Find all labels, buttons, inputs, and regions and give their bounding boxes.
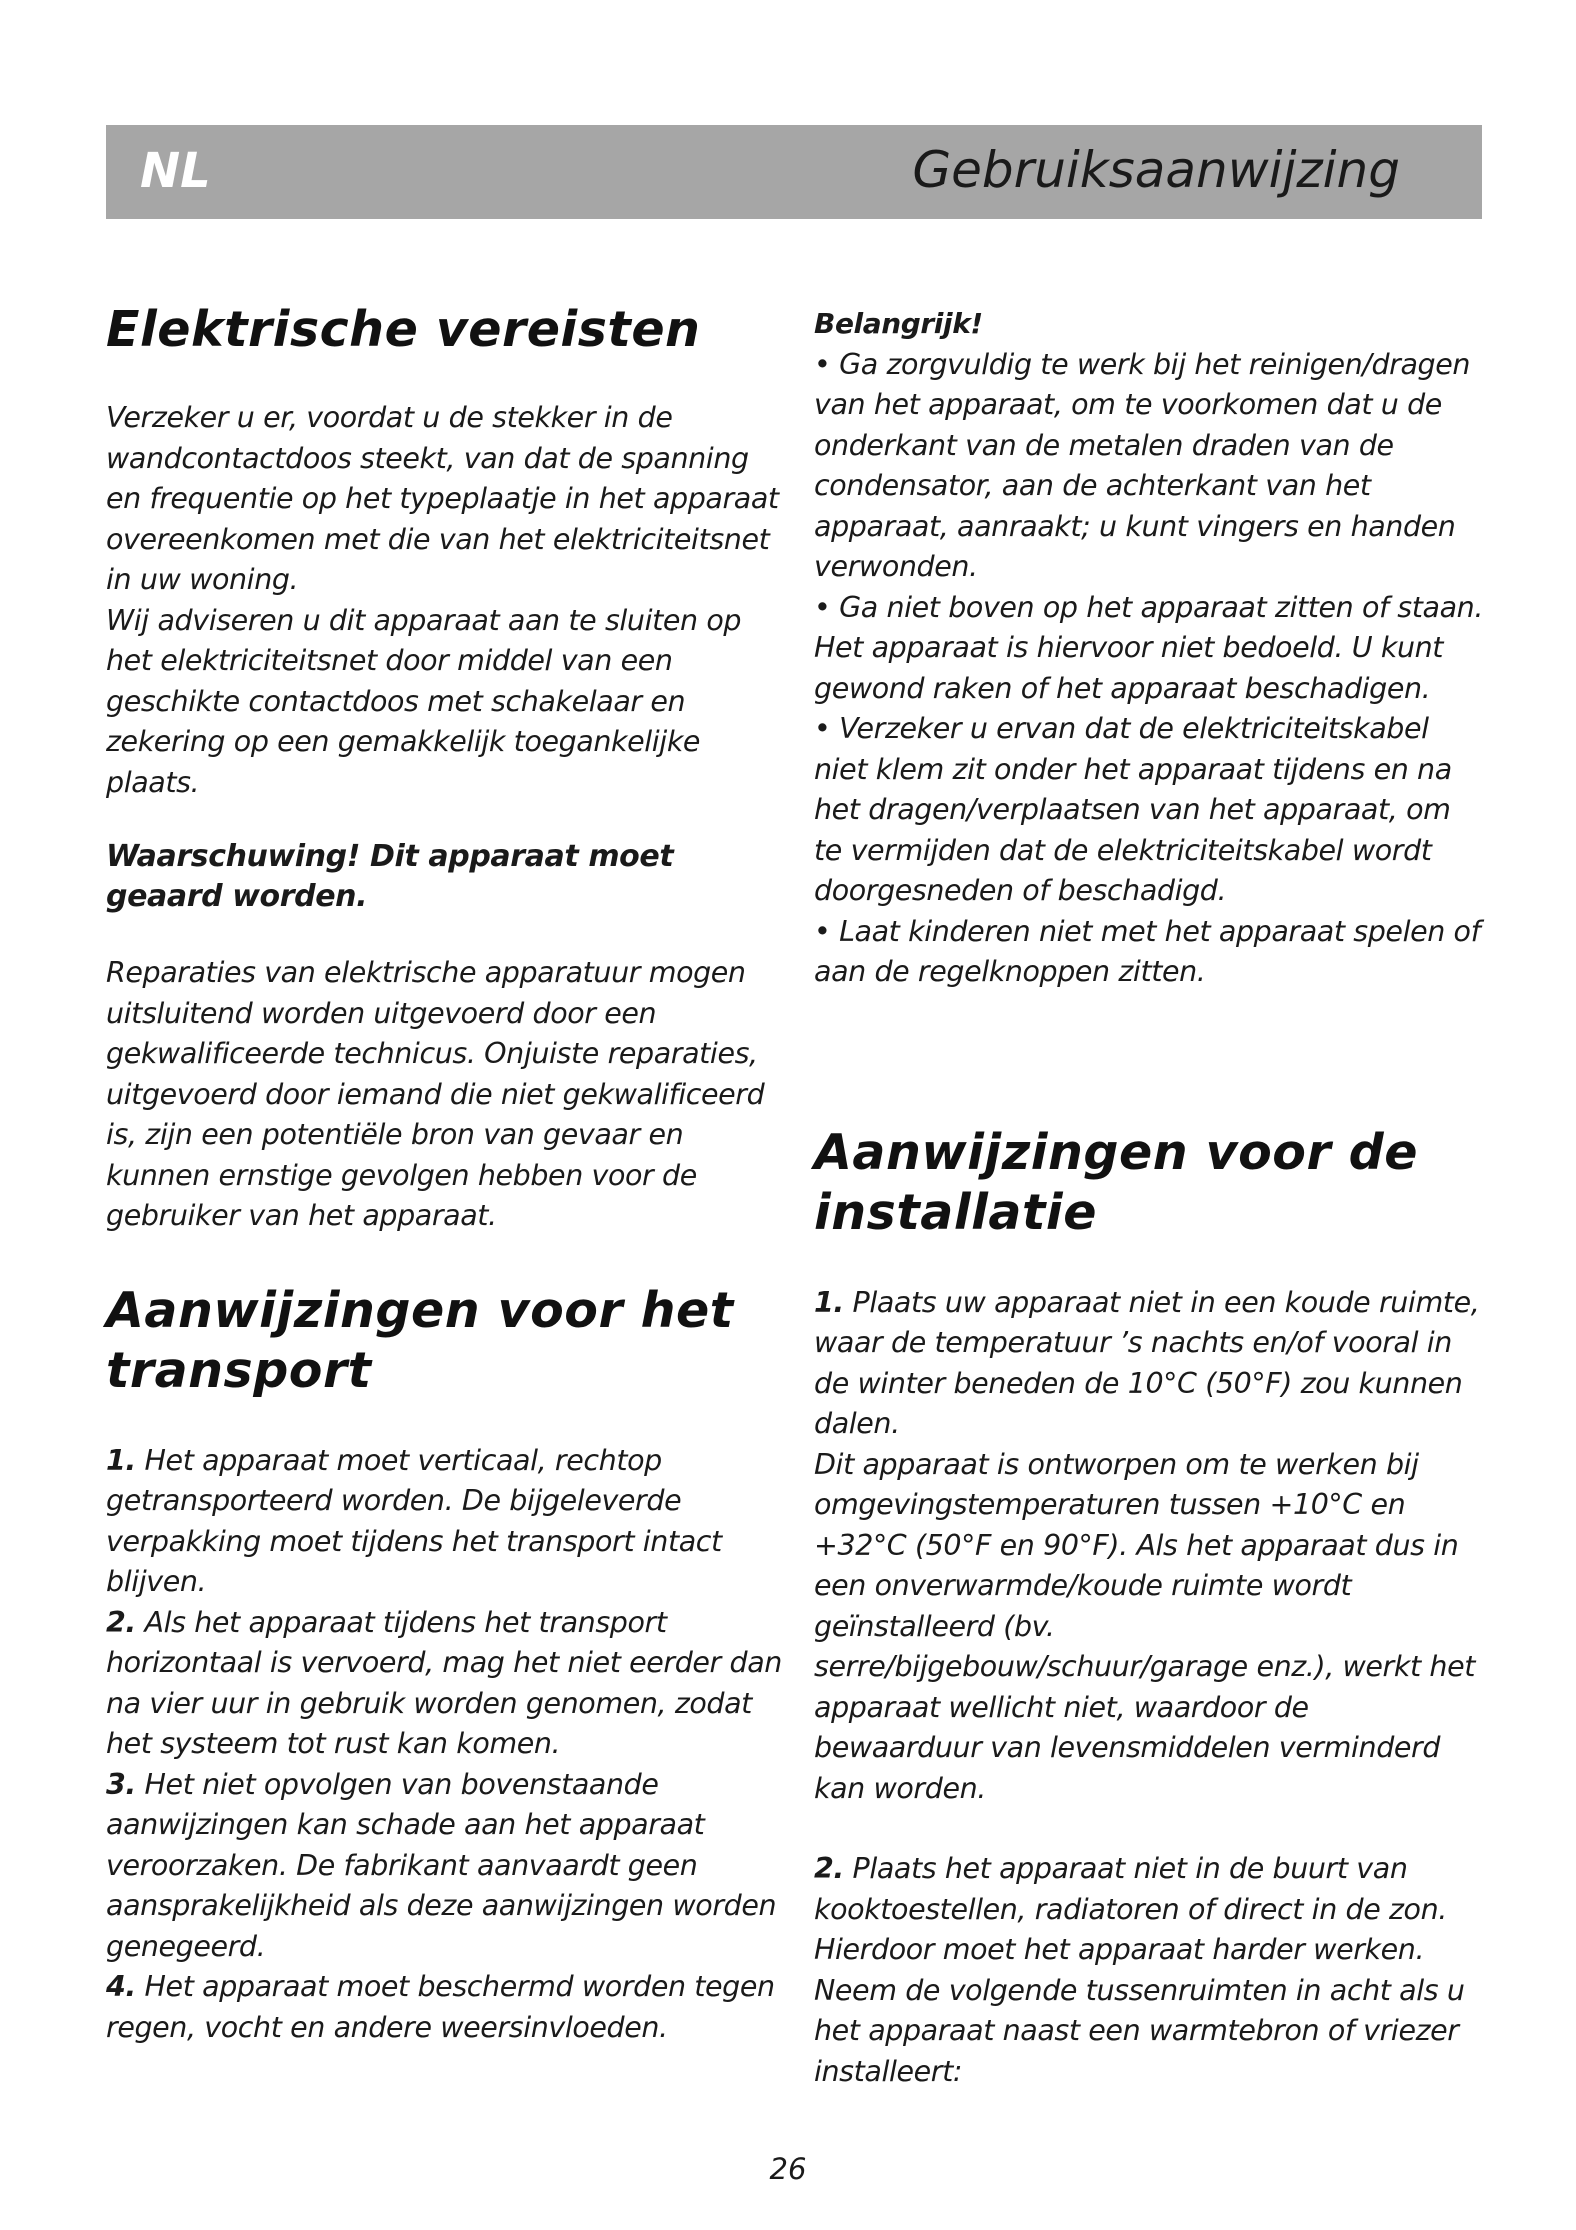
list-item: • Ga zorgvuldig te werk bij het reinigen/dragen van het apparaat, om te voorkomen dat u de onderkant van de metalen draden van de condensator, aan de achterkant van het apparaat, aanraakt; u kunt vingers en handen verwonden.: [814, 347, 1471, 583]
page-header: [106, 125, 1482, 219]
repairs-paragraph: Reparaties van elektrische apparatuur mogen uitsluitend worden uitgevoerd door een gekwalificeerde technicus. Onjuiste reparaties, uitgevoerd door iemand die niet gekwalificeerd is, zijn een potentiële bron van gevaar en kunnen ernstige gevolgen hebben voor de gebruiker van het apparaat.: [106, 956, 765, 1232]
installation-heading: Aanwijzingen voor de installatie: [814, 1123, 1418, 1241]
list-item: • Laat kinderen niet met het apparaat spelen of aan de regelknoppen zitten.: [814, 914, 1481, 988]
transport-list: [106, 1441, 786, 2049]
electrical-paragraph-1: Verzeker u er, voordat u de stekker in de wandcontactdoos steekt, van dat de spanning en frequentie op het typeplaatje in het apparaat overeenkomen met die van het elektriciteitsnet in uw woning.: [106, 401, 779, 596]
manual-title: Gebruiksaanwijzing: [912, 141, 1400, 199]
transport-heading: Aanwijzingen voor het transport: [106, 1281, 734, 1399]
language-code: NL: [140, 143, 211, 199]
list-item: 2. Als het apparaat tijdens het transport horizontaal is vervoerd, mag het niet eerder dan na vier uur in gebruik worden genomen, zodat het systeem tot rust kan komen.: [106, 1605, 782, 1760]
installation-item-1: 1. Plaats uw apparaat niet in een koude ruimte, waar de temperatuur ’s nachts en/of vooral in de winter beneden de 10°C (50°F) zou kunnen dalen.: [814, 1285, 1480, 1440]
left-column: [106, 300, 786, 2048]
electrical-heading: Elektrische vereisten: [106, 301, 701, 358]
list-item: • Ga niet boven op het apparaat zitten of staan. Het apparaat is hiervoor niet bedoeld. U kunt gewond raken of het apparaat beschadigen.: [814, 590, 1483, 705]
electrical-paragraph-2: Wij adviseren u dit apparaat aan te sluiten op het elektriciteitsnet door middel van een geschikte contactdoos met schakelaar en zekering op een gemakkelijk toegankelijke plaats.: [106, 603, 742, 799]
page-number: 26: [769, 2152, 807, 2186]
right-column: [814, 304, 1484, 2092]
list-item: 4. Het apparaat moet beschermd worden tegen regen, vocht en andere weersinvloeden.: [106, 1970, 775, 2044]
ground-warning: Waarschuwing! Dit apparaat moet geaard worden.: [106, 839, 674, 914]
list-item: 3. Het niet opvolgen van bovenstaande aanwijzingen kan schade aan het apparaat veroorzaken. De fabrikant aanvaardt geen aansprakelijkheid als deze aanwijzingen worden genegeerd.: [106, 1767, 777, 1963]
installation-item-1-detail: Dit apparaat is ontworpen om te werken bij omgevingstemperaturen tussen +10°C en +32°C (50°F en 90°F). Als het apparaat dus in een onverwarmde/koude ruimte wordt geïnstalleerd (bv. serre/bijgebouw/schuur/garage enz.), werkt het apparaat wellicht niet, waardoor de bewaarduur van levensmiddelen verminderd kan worden.: [814, 1447, 1475, 1805]
list-item: • Verzeker u ervan dat de elektriciteitskabel niet klem zit onder het apparaat tijdens en na het dragen/verplaatsen van het apparaat, om te vermijden dat de elektriciteitskabel wordt doorgesneden of beschadigd.: [814, 712, 1452, 907]
installation-item-2: 2. Plaats het apparaat niet in de buurt van kooktoestellen, radiatoren of direct in de zon. Hierdoor moet het apparaat harder werken. Neem de volgende tussenruimten in acht als u het apparaat naast een warmtebron of vriezer installeert:: [814, 1852, 1465, 2088]
important-label: Belangrijk!: [814, 307, 983, 340]
list-item: 1. Het apparaat moet verticaal, rechtop getransporteerd worden. De bijgeleverde verpakking moet tijdens het transport intact blijven.: [106, 1443, 722, 1598]
